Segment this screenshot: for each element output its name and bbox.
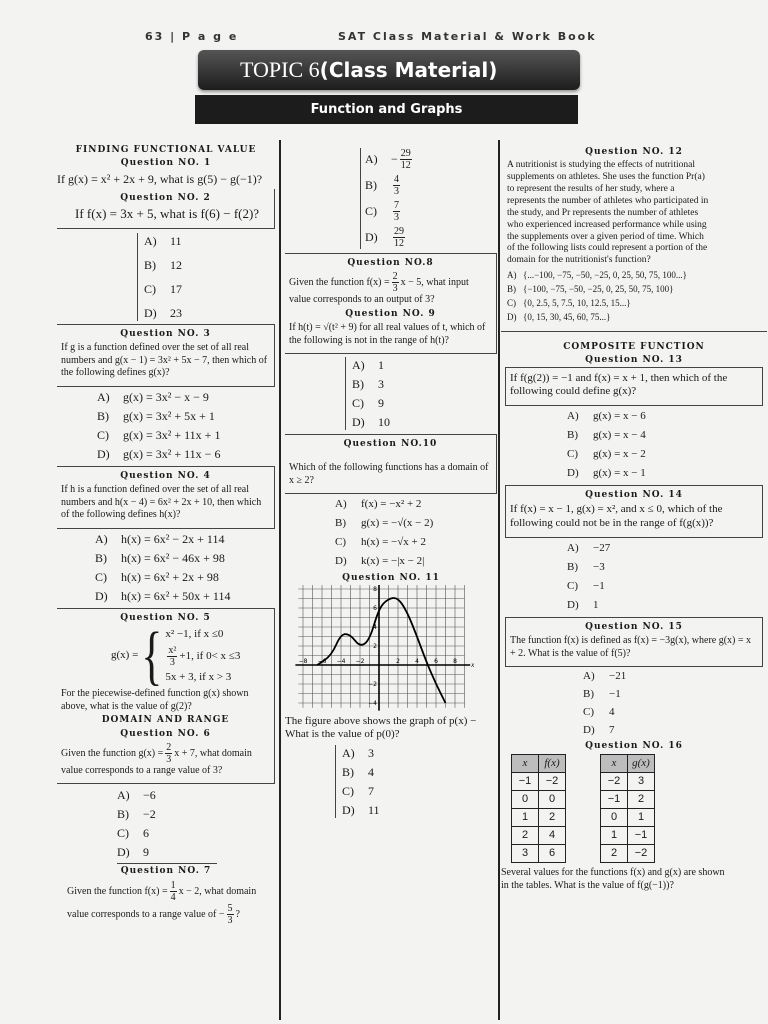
f-table: x f(x) −1 −2 0 0 1 2 2 4 3 6: [511, 754, 566, 863]
answer-option[interactable]: A) 3: [342, 745, 374, 760]
answer-option[interactable]: A) h(x) = 6x² − 2x + 114: [95, 532, 225, 546]
answer-option[interactable]: D) 9: [117, 844, 149, 859]
y-tick-label: −4: [368, 699, 377, 707]
answer-option[interactable]: C) 6: [117, 825, 149, 840]
answer-option[interactable]: D) 11: [342, 802, 380, 817]
answer-option[interactable]: A) − $\frac{29}{12}$: [365, 148, 411, 171]
x-tick-label: 8: [453, 657, 457, 665]
question-text: If h(t) = √(t² + 9) for all real values of t, which of the following is not in the range of h(t)?: [289, 322, 486, 346]
table-row: −1 −2: [512, 773, 566, 791]
answer-options: [95, 532, 275, 605]
x-tick-label: 4: [415, 657, 419, 665]
question-box: [505, 367, 763, 407]
question-box: [505, 485, 763, 538]
answer-options: [345, 357, 425, 430]
answer-options: [567, 409, 767, 482]
section-heading: FINDING FUNCTIONAL VALUE: [75, 145, 257, 155]
question-box: [285, 253, 497, 354]
piecewise-function: g(x) = { x² −1, if x ≤0 $\frac{\text{x²}}{3}$ +1, if 0< x ≤3 5x + 3, if x > 3: [111, 618, 241, 692]
question-text: For the piecewise-defined function g(x) shown above, what is the value of g(2)?: [61, 688, 249, 712]
question-heading: Question NO. 2: [120, 192, 211, 203]
question-heading: Question NO. 11: [342, 573, 440, 584]
question-box: [57, 189, 275, 230]
question-text: The figure above shows the graph of p(x) − What is the value of p(0)?: [285, 714, 477, 741]
table-row: 2 4: [512, 827, 566, 845]
topic-title: TOPIC 6: [240, 57, 320, 82]
answer-option[interactable]: D) 10: [352, 414, 390, 429]
question-text: The function f(x) is defined as f(x) = −3g(x), where g(x) = x + 2. What is the value of f(5)?: [510, 635, 752, 659]
section-banner: Function and Graphs: [195, 95, 578, 124]
question-heading: Question NO. 9: [345, 308, 436, 319]
table-row: 1 2: [512, 809, 566, 827]
section-heading: COMPOSITE FUNCTION: [563, 342, 705, 353]
answer-option[interactable]: A) −21: [583, 670, 627, 683]
answer-option[interactable]: A) f(x) = −x² + 2: [335, 498, 422, 511]
answer-option[interactable]: B) $\frac{4}{3}$: [365, 174, 399, 197]
answer-option[interactable]: D) g(x) = 3x² + 11x − 6: [97, 447, 221, 462]
answer-options: [567, 541, 767, 614]
question-text: If f(x) = 3x + 5, what is f(6) − f(2)?: [75, 205, 260, 221]
answer-option[interactable]: B) g(x) = 3x² + 5x + 1: [97, 409, 215, 424]
page-number: 63 | P a g e: [145, 30, 239, 43]
x-tick-label: 2: [396, 657, 400, 665]
answer-option[interactable]: D) 1: [567, 599, 599, 611]
question-box: [57, 324, 275, 387]
x-axis-label: x: [471, 660, 475, 669]
answer-options: [583, 669, 767, 739]
x-tick-label: −6: [317, 657, 327, 665]
table-row: 0 1: [601, 809, 655, 827]
x-tick-label: −2: [355, 657, 365, 665]
x-tick-label: −8: [298, 657, 308, 665]
column-divider: [498, 140, 500, 1020]
table-row: 2 −2: [601, 845, 655, 863]
answer-option[interactable]: B) −1: [583, 688, 621, 701]
question-box: [57, 608, 275, 785]
question-heading: Question NO. 7: [120, 866, 212, 877]
answer-option[interactable]: C) 7: [342, 783, 374, 798]
question-box: [505, 617, 763, 667]
answer-option[interactable]: C) −1: [567, 580, 605, 592]
table-row: 1 −1: [601, 827, 655, 845]
y-tick-label: 2: [373, 642, 377, 650]
answer-option[interactable]: B) g(x) = x − 4: [567, 429, 646, 442]
question-heading: Question NO. 12: [585, 147, 683, 157]
answer-option[interactable]: A) 1: [352, 357, 384, 372]
topic-subtitle: (Class Material): [319, 58, 498, 82]
question-text: A nutritionist is studying the effects of nutritional supplements on athletes. She uses the function Pr(a) to represent the results of her study, where a represents the number of athletes who participated in the study, and Pr represents the number of athletes who experienced increased performance while using the supplements over a given period of time. Which of the following lists could represent a portion of the domain for the nutritionist's function?: [507, 160, 709, 266]
question-text: Which of the following functions has a domain of x ≥ 2?: [289, 462, 489, 486]
answer-option[interactable]: B) 3: [352, 376, 384, 391]
section-heading: DOMAIN AND RANGE: [101, 715, 230, 726]
question-text: If f(x) = x − 1, g(x) = x², and x ≤ 0, which of the following could not be in the range of f(g(x))?: [510, 503, 723, 530]
answer-option[interactable]: D) $\frac{29}{12}$: [365, 226, 404, 249]
table-row: −2 3: [601, 773, 655, 791]
question-heading: Question NO. 4: [120, 470, 211, 481]
question-heading: Question NO. 16: [585, 741, 683, 752]
question-text: If g(x) = x² + 2x + 9, what is g(5) − g(−1)?: [57, 171, 263, 186]
answer-option[interactable]: D) g(x) = x − 1: [567, 467, 646, 480]
question-heading: Question NO.10: [343, 439, 438, 449]
question-heading: Question NO. 5: [120, 612, 211, 623]
question-text: If f(g(2)) = −1 and f(x) = x + 1, then which of the following could define g(x)?: [510, 371, 728, 398]
answer-option[interactable]: A) −6: [117, 787, 156, 802]
answer-options: [360, 148, 430, 249]
answer-option[interactable]: C) 17: [144, 281, 182, 296]
answer-option[interactable]: A) {...−100, −75, −50, −25, 0, 25, 50, 75, 100...}: [507, 269, 687, 280]
answer-option[interactable]: A) 11: [144, 233, 182, 248]
column-2: [285, 145, 497, 821]
table-row: −1 2: [601, 791, 655, 809]
page-header: [0, 30, 768, 46]
x-tick-label: −4: [336, 657, 346, 665]
answer-option[interactable]: A) g(x) = x − 6: [567, 410, 646, 423]
question-text: Given the function f(x) = $\frac{1}{4}$ x − 2, what domain value corresponds to a range value of − $\frac{5}{3}$ ?: [67, 879, 257, 926]
answer-options: [335, 745, 415, 818]
answer-option[interactable]: D) 23: [144, 305, 182, 320]
tables: [511, 754, 767, 863]
answer-options: [501, 269, 767, 323]
question-text: If h is a function defined over the set of all real numbers and h(x − 4) = 6x² + 2x + 10, then which of the following defines h(x)?: [61, 484, 262, 520]
g-table: x g(x) −2 3 −1 2 0 1 1 −1 2 −2: [600, 754, 655, 863]
question-heading: Question NO. 1: [120, 158, 212, 169]
answer-options: [335, 497, 497, 570]
y-tick-label: 6: [373, 604, 377, 612]
y-tick-label: 4: [373, 623, 377, 631]
answer-option[interactable]: C) g(x) = x − 2: [567, 448, 646, 461]
answer-option[interactable]: C) 4: [583, 706, 615, 719]
answer-option[interactable]: B) g(x) = −√(x − 2): [335, 517, 434, 530]
answer-option[interactable]: A) g(x) = 3x² − x − 9: [97, 390, 209, 405]
answer-option[interactable]: C) h(x) = 6x² + 2x + 98: [95, 570, 219, 584]
answer-option[interactable]: B) −2: [117, 806, 156, 821]
column-1: [57, 145, 275, 928]
answer-option[interactable]: C) h(x) = −√x + 2: [335, 536, 426, 549]
question-heading: Question NO. 6: [120, 728, 211, 739]
topic-banner: [198, 50, 580, 90]
table-row: 0 0: [512, 791, 566, 809]
answer-option[interactable]: B) h(x) = 6x² − 46x + 98: [95, 551, 225, 565]
answer-option[interactable]: C) $\frac{7}{3}$: [365, 200, 399, 223]
question-heading: Question NO.8: [347, 258, 434, 268]
answer-options: [137, 233, 275, 321]
question-heading: Question NO. 15: [585, 621, 683, 632]
table-row: 3 6: [512, 845, 566, 863]
y-tick-label: 8: [373, 585, 377, 593]
answer-option[interactable]: B) 12: [144, 257, 182, 272]
answer-option[interactable]: B) 4: [342, 764, 374, 779]
answer-options: [117, 787, 275, 860]
question-box: [285, 434, 497, 494]
x-tick-label: 6: [434, 657, 438, 665]
answer-option[interactable]: D) 7: [583, 724, 615, 737]
question-text: Several values for the functions f(x) and g(x) are shown in the tables. What is the value of f(g(−1))?: [501, 867, 725, 891]
answer-option[interactable]: B) {−100, −75, −50, −25, 0, 25, 50, 75, 100}: [507, 283, 674, 294]
answer-option[interactable]: D) k(x) = −|x − 2|: [335, 555, 425, 568]
column-divider: [279, 140, 281, 1020]
answer-option[interactable]: C) g(x) = 3x² + 11x + 1: [97, 428, 221, 443]
question-heading: Question NO. 3: [120, 329, 211, 339]
question-heading: Question NO. 13: [585, 355, 683, 366]
answer-option[interactable]: D) h(x) = 6x² + 50x + 114: [95, 589, 231, 603]
question-heading: Question NO. 14: [585, 490, 683, 501]
question-text: Given the function f(x) = $\frac{2}{3}$ x − 5, what input value corresponds to an output of 3?: [289, 271, 469, 306]
answer-option[interactable]: A) −27: [567, 542, 611, 554]
answer-option[interactable]: B) −3: [567, 561, 605, 573]
y-tick-label: −2: [368, 680, 377, 688]
book-title: SAT Class Material & Work Book: [338, 30, 597, 43]
function-graph: [291, 585, 491, 711]
question-text: If g is a function defined over the set of all real numbers and g(x − 1) = 3x² + 5x − 7, then which of the following defines g(x)?: [61, 342, 268, 379]
answer-option[interactable]: C) {0, 2.5, 5, 7.5, 10, 12.5, 15...}: [507, 297, 631, 308]
answer-options: [97, 390, 275, 463]
answer-option[interactable]: D) {0, 15, 30, 45, 60, 75...}: [507, 311, 611, 322]
question-text: Given the function g(x) = $\frac{2}{3}$ x + 7, what domain value corresponds to a range value of 3?: [61, 741, 252, 776]
answer-option[interactable]: C) 9: [352, 395, 384, 410]
column-3: [501, 145, 767, 894]
question-box: [57, 466, 275, 529]
